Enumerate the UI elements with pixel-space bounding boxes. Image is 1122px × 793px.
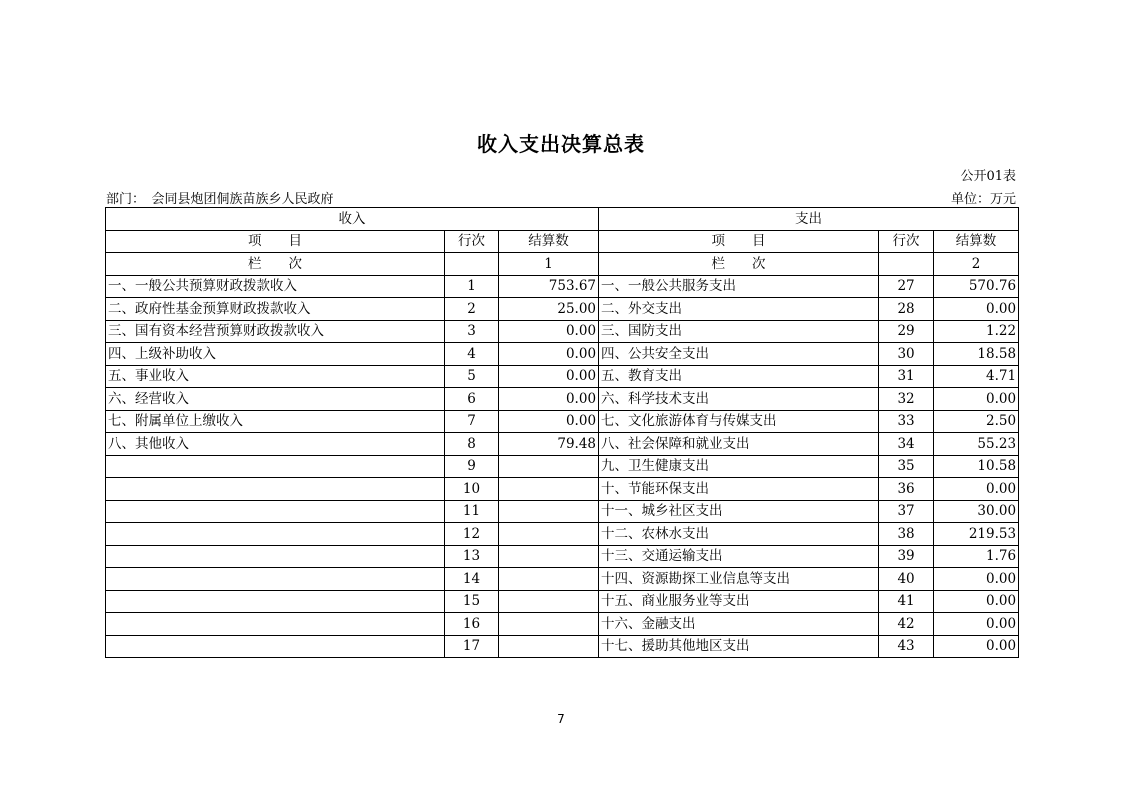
expense-row-no-cell: 41 xyxy=(879,590,934,613)
table-row xyxy=(106,568,1019,591)
table-column-header-row xyxy=(106,230,1019,253)
table-row xyxy=(106,500,1019,523)
table-row xyxy=(106,455,1019,478)
income-row-no-cell: 9 xyxy=(445,455,499,478)
expense-row-no-cell: 36 xyxy=(879,478,934,501)
income-item-cell xyxy=(106,568,445,591)
income-row-no-header: 行次 xyxy=(445,230,499,253)
expense-row-no-cell: 28 xyxy=(879,298,934,321)
income-amount-cell: 0.00 xyxy=(499,410,599,433)
expense-row-no-cell: 33 xyxy=(879,410,934,433)
income-row-no-cell: 11 xyxy=(445,500,499,523)
income-item-cell: 一、一般公共预算财政拨款收入 xyxy=(106,275,445,298)
income-row-no-cell: 3 xyxy=(445,320,499,343)
form-number: 公开01表 xyxy=(960,169,1016,184)
expense-amount-cell: 55.23 xyxy=(934,433,1019,456)
income-row-no-cell: 10 xyxy=(445,478,499,501)
income-amount-cell: 79.48 xyxy=(499,433,599,456)
income-amount-cell xyxy=(499,523,599,546)
income-row-no-cell: 1 xyxy=(445,275,499,298)
expense-row-no-cell: 30 xyxy=(879,343,934,366)
income-amount-cell xyxy=(499,590,599,613)
income-amount-cell xyxy=(499,635,599,658)
expense-item-cell: 五、教育支出 xyxy=(599,365,879,388)
expense-amount-cell: 1.76 xyxy=(934,545,1019,568)
table-row xyxy=(106,478,1019,501)
income-item-cell xyxy=(106,478,445,501)
income-item-cell xyxy=(106,523,445,546)
table-row xyxy=(106,433,1019,456)
expense-item-cell: 九、卫生健康支出 xyxy=(599,455,879,478)
income-item-cell xyxy=(106,590,445,613)
income-item-cell: 七、附属单位上缴收入 xyxy=(106,410,445,433)
income-item-cell xyxy=(106,635,445,658)
income-item-cell xyxy=(106,500,445,523)
income-column-blank xyxy=(445,253,499,276)
expense-amount-cell: 570.76 xyxy=(934,275,1019,298)
income-item-cell xyxy=(106,545,445,568)
expense-row-no-cell: 35 xyxy=(879,455,934,478)
income-item-header: 项 目 xyxy=(106,230,445,253)
income-expense-table xyxy=(105,207,1019,658)
income-row-no-cell: 15 xyxy=(445,590,499,613)
unit-label: 单位：万元 xyxy=(950,192,1016,207)
expense-item-cell: 十五、商业服务业等支出 xyxy=(599,590,879,613)
income-amount-cell xyxy=(499,568,599,591)
expense-item-header: 项 目 xyxy=(599,230,879,253)
expense-amount-cell: 0.00 xyxy=(934,568,1019,591)
expense-item-cell: 七、文化旅游体育与传媒支出 xyxy=(599,410,879,433)
expense-amount-cell: 4.71 xyxy=(934,365,1019,388)
department-label: 部门： 会同县炮团侗族苗族乡人民政府 xyxy=(106,192,334,207)
income-section-header: 收入 xyxy=(106,208,599,231)
table-row xyxy=(106,275,1019,298)
income-row-no-cell: 6 xyxy=(445,388,499,411)
income-item-cell: 四、上级补助收入 xyxy=(106,343,445,366)
income-row-no-cell: 14 xyxy=(445,568,499,591)
expense-amount-cell: 0.00 xyxy=(934,590,1019,613)
expense-item-cell: 二、外交支出 xyxy=(599,298,879,321)
table-row xyxy=(106,613,1019,636)
income-row-no-cell: 2 xyxy=(445,298,499,321)
income-row-no-cell: 4 xyxy=(445,343,499,366)
table-row xyxy=(106,523,1019,546)
table-section-header-row xyxy=(106,208,1019,231)
income-amount-cell xyxy=(499,455,599,478)
expense-item-cell: 十一、城乡社区支出 xyxy=(599,500,879,523)
expense-amount-cell: 0.00 xyxy=(934,613,1019,636)
expense-item-cell: 十六、金融支出 xyxy=(599,613,879,636)
income-column-number: 1 xyxy=(499,253,599,276)
expense-column-label: 栏 次 xyxy=(599,253,879,276)
income-amount-cell: 0.00 xyxy=(499,343,599,366)
expense-amount-cell: 0.00 xyxy=(934,478,1019,501)
income-row-no-cell: 12 xyxy=(445,523,499,546)
income-row-no-cell: 5 xyxy=(445,365,499,388)
expense-amount-header: 结算数 xyxy=(934,230,1019,253)
expense-item-cell: 六、科学技术支出 xyxy=(599,388,879,411)
page-title: 收入支出决算总表 xyxy=(477,132,645,156)
income-amount-header: 结算数 xyxy=(499,230,599,253)
expense-row-no-cell: 42 xyxy=(879,613,934,636)
income-amount-cell: 25.00 xyxy=(499,298,599,321)
expense-column-number: 2 xyxy=(934,253,1019,276)
page-number: 7 xyxy=(557,712,565,726)
income-amount-cell xyxy=(499,478,599,501)
expense-row-no-cell: 32 xyxy=(879,388,934,411)
income-row-no-cell: 13 xyxy=(445,545,499,568)
income-column-label: 栏 次 xyxy=(106,253,445,276)
expense-row-no-cell: 29 xyxy=(879,320,934,343)
table-row xyxy=(106,298,1019,321)
expense-amount-cell: 10.58 xyxy=(934,455,1019,478)
expense-item-cell: 三、国防支出 xyxy=(599,320,879,343)
table-row xyxy=(106,635,1019,658)
income-item-cell: 五、事业收入 xyxy=(106,365,445,388)
expense-row-no-cell: 40 xyxy=(879,568,934,591)
expense-row-no-cell: 38 xyxy=(879,523,934,546)
income-item-cell xyxy=(106,613,445,636)
expense-row-no-cell: 43 xyxy=(879,635,934,658)
table-row xyxy=(106,388,1019,411)
expense-item-cell: 十三、交通运输支出 xyxy=(599,545,879,568)
income-amount-cell xyxy=(499,500,599,523)
expense-amount-cell: 2.50 xyxy=(934,410,1019,433)
expense-section-header: 支出 xyxy=(599,208,1019,231)
expense-row-no-cell: 39 xyxy=(879,545,934,568)
expense-item-cell: 十四、资源勘探工业信息等支出 xyxy=(599,568,879,591)
expense-row-no-cell: 31 xyxy=(879,365,934,388)
income-item-cell: 二、政府性基金预算财政拨款收入 xyxy=(106,298,445,321)
income-amount-cell xyxy=(499,545,599,568)
expense-row-no-cell: 34 xyxy=(879,433,934,456)
table-row xyxy=(106,590,1019,613)
income-row-no-cell: 16 xyxy=(445,613,499,636)
income-row-no-cell: 8 xyxy=(445,433,499,456)
income-amount-cell: 753.67 xyxy=(499,275,599,298)
expense-amount-cell: 30.00 xyxy=(934,500,1019,523)
expense-amount-cell: 0.00 xyxy=(934,388,1019,411)
table-row xyxy=(106,410,1019,433)
income-amount-cell xyxy=(499,613,599,636)
expense-item-cell: 八、社会保障和就业支出 xyxy=(599,433,879,456)
income-item-cell: 三、国有资本经营预算财政拨款收入 xyxy=(106,320,445,343)
expense-item-cell: 一、一般公共服务支出 xyxy=(599,275,879,298)
expense-item-cell: 十、节能环保支出 xyxy=(599,478,879,501)
table-column-index-row xyxy=(106,253,1019,276)
expense-item-cell: 四、公共安全支出 xyxy=(599,343,879,366)
table-row xyxy=(106,545,1019,568)
table-row xyxy=(106,320,1019,343)
expense-amount-cell: 219.53 xyxy=(934,523,1019,546)
expense-row-no-header: 行次 xyxy=(879,230,934,253)
income-row-no-cell: 7 xyxy=(445,410,499,433)
income-item-cell: 六、经营收入 xyxy=(106,388,445,411)
expense-amount-cell: 1.22 xyxy=(934,320,1019,343)
income-amount-cell: 0.00 xyxy=(499,320,599,343)
expense-item-cell: 十七、援助其他地区支出 xyxy=(599,635,879,658)
expense-item-cell: 十二、农林水支出 xyxy=(599,523,879,546)
expense-row-no-cell: 37 xyxy=(879,500,934,523)
income-item-cell: 八、其他收入 xyxy=(106,433,445,456)
income-amount-cell: 0.00 xyxy=(499,388,599,411)
income-amount-cell: 0.00 xyxy=(499,365,599,388)
income-item-cell xyxy=(106,455,445,478)
income-row-no-cell: 17 xyxy=(445,635,499,658)
table-row xyxy=(106,365,1019,388)
expense-amount-cell: 0.00 xyxy=(934,298,1019,321)
table-row xyxy=(106,343,1019,366)
expense-amount-cell: 18.58 xyxy=(934,343,1019,366)
expense-amount-cell: 0.00 xyxy=(934,635,1019,658)
expense-row-no-cell: 27 xyxy=(879,275,934,298)
expense-column-blank xyxy=(879,253,934,276)
